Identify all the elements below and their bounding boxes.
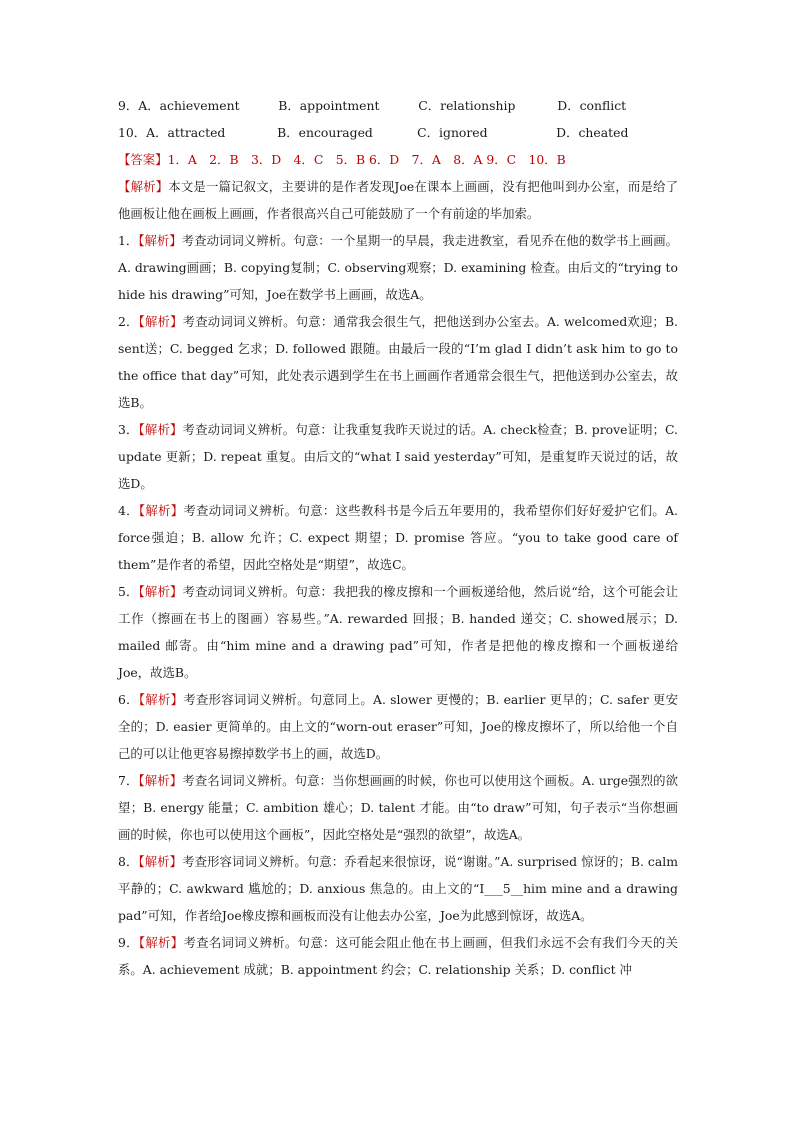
answer-key (118, 146, 678, 173)
option-b: B．encouraged (277, 125, 373, 140)
explanation-number: 1． (118, 233, 139, 248)
explanation-7 (118, 767, 678, 848)
answer-text: 1．A 2．B 3．D 4．C 5．B 6．D 7．A 8．A 9．C 10．B (167, 152, 566, 167)
explanation-number: 8． (118, 854, 139, 869)
analysis-tag: 【解析】 (138, 773, 183, 788)
explanation-number: 5． (118, 584, 139, 599)
explanation-8 (118, 848, 678, 929)
answer-tag: 【答案】 (118, 152, 168, 167)
analysis-tag: 【解析】 (138, 854, 183, 869)
question-number: 10． (118, 125, 147, 140)
analysis-tag: 【解析】 (138, 584, 183, 599)
explanation-6 (118, 686, 678, 767)
explanation-text: 考查形容词词义辨析。句意：乔看起来很惊讶，说“谢谢。”A. surprised 惊讶的；B. calm 平静的；C. awkward 尴尬的；D. anxious 焦急的。由上文的“I___5__him mine and a drawing pad”可知，作者给Joe橡皮擦和画板而没有让他去办公室，Joe为此感到惊讶，故选A。 (118, 854, 678, 923)
explanation-number: 3． (118, 422, 139, 437)
question-number: 9． (118, 98, 139, 113)
passage-summary (118, 173, 678, 227)
explanation-5 (118, 578, 678, 686)
option-c: C．ignored (417, 125, 488, 140)
option-d: D．cheated (556, 125, 629, 140)
explanation-1 (118, 227, 678, 308)
explanation-number: 4． (118, 503, 139, 518)
explanation-number: 2． (118, 314, 139, 329)
explanation-2 (118, 308, 678, 416)
option-a: A．attracted (146, 125, 226, 140)
analysis-tag: 【解析】 (138, 692, 184, 707)
analysis-tag: 【解析】 (138, 422, 183, 437)
option-b: B．appointment (278, 98, 380, 113)
explanation-text: 考查名词词义辨析。句意：这可能会阻止他在书上画画，但我们永远不会有我们今天的关系。A. achievement 成就；B. appointment 约会；C. relationship 关系；D. conflict 冲 (118, 935, 678, 977)
explanation-number: 7． (118, 773, 139, 788)
option-a: A．achievement (138, 98, 240, 113)
explanation-text: 考查名词词义辨析。句意：当你想画画的时候，你也可以使用这个画板。A. urge强烈的欲望；B. energy 能量；C. ambition 雄心；D. talent 才能。由“to draw”可知，句子表示“当你想画画的时候，你也可以使用这个画板”，因此空格处是“强烈的欲望”，故选A。 (118, 773, 678, 842)
explanation-text: 考查动词词义辨析。句意：通常我会很生气，把他送到办公室去。A. welcomed欢迎；B. sent送；C. begged 乞求；D. followed 跟随。由最后一段的“I’m glad I didn’t ask him to go to the office that day”可知，此处表示遇到学生在书上画画作者通常会很生气，把他送到办公室去，故选B。 (118, 314, 678, 410)
analysis-tag: 【解析】 (138, 503, 184, 518)
explanation-3 (118, 416, 678, 497)
explanation-text: 考查动词词义辨析。句意：让我重复我昨天说过的话。A. check检查；B. prove证明；C. update 更新；D. repeat 重复。由后文的“what I said yesterday”可知，是重复昨天说过的话，故选D。 (118, 422, 679, 491)
option-row-10 (118, 119, 678, 146)
summary-text: 本文是一篇记叙文，主要讲的是作者发现Joe在课本上画画，没有把他叫到办公室，而是给了他画板让他在画板上画画，作者很高兴自己可能鼓励了一个有前途的毕加索。 (118, 179, 679, 221)
option-row-9 (118, 92, 678, 119)
document-content (118, 92, 678, 983)
explanation-number: 6． (118, 692, 139, 707)
option-d: D．conflict (557, 98, 627, 113)
explanation-9 (118, 929, 678, 983)
explanation-text: 考查动词词义辨析。句意：我把我的橡皮擦和一个画板递给他，然后说“给，这个可能会让工作（擦画在书上的图画）容易些。”A. rewarded 回报；B. handed 递交；C. showed展示；D. mailed 邮寄。由“him mine and a drawing pad”可知，作者是把他的橡皮擦和一个画板递给 Joe，故选B。 (118, 584, 678, 680)
analysis-tag: 【解析】 (138, 233, 182, 248)
explanation-text: 考查动词词义辨析。句意：一个星期一的早晨，我走进教室，看见乔在他的数学书上画画。A. drawing画画；B. copying复制；C. observing观察；D. examining 检查。由后文的“trying to hide his drawing”可知，Joe在数学书上画画，故选A。 (118, 233, 678, 302)
explanation-text: 考查形容词词义辨析。句意同上。A. slower 更慢的；B. earlier 更早的；C. safer 更安全的；D. easier 更简单的。由上文的“worn-out eraser”可知，Joe的橡皮擦坏了，所以给他一个自己的可以让他更容易擦掉数学书上的画，故选D。 (118, 692, 678, 761)
analysis-tag: 【解析】 (118, 179, 169, 194)
explanation-4 (118, 497, 678, 578)
analysis-tag: 【解析】 (138, 314, 183, 329)
explanation-number: 9． (118, 935, 139, 950)
option-c: C．relationship (418, 98, 516, 113)
explanation-text: 考查动词词义辨析。句意：这些教科书是今后五年要用的，我希望你们好好爱护它们。A. force强迫；B. allow 允许；C. expect 期望；D. promise 答应。“you to take good care of them”是作者的希望，因此空格处是“期望”，故选C。 (118, 503, 678, 572)
analysis-tag: 【解析】 (138, 935, 184, 950)
